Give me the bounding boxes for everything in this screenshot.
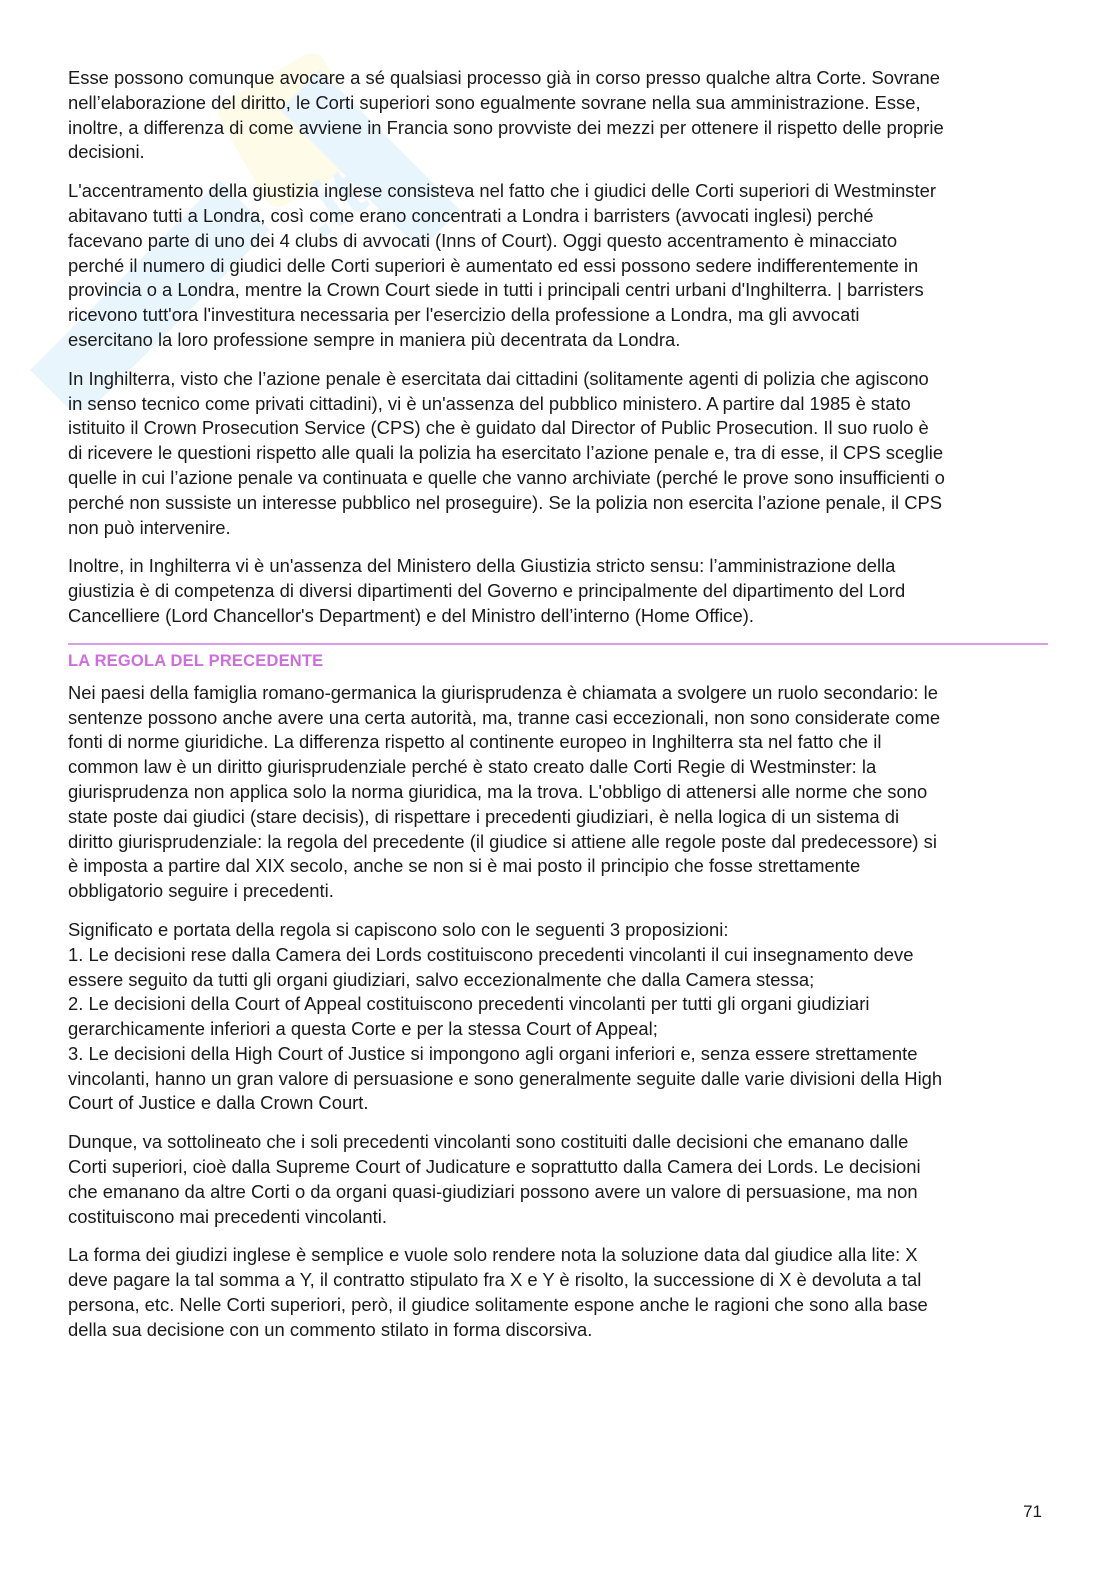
paragraph: L'accentramento della giustizia inglese consisteva nel fatto che i giudici delle Corti superiori di Westminster abitavano tutti a Londra, così come erano concentrati a Londra i barristers (avvocati inglesi) perché facevano parte di uno dei 4 clubs di avvocati (Inns of Court). Oggi questo accentramento è minacciato perché il numero di giudici delle Corti superiori è aumentato ed essi possono sedere indifferentemente in provincia o a Londra, mentre la Crown Court siede in tutti i principali centri urbani d'Inghilterra. | barristers ricevono tutt'ora l'investitura necessaria per l'esercizio della professione a Londra, ma gli avvocati esercitano la loro professione sempre in maniera più decentrata da Londra.: [68, 180, 936, 350]
paragraph: Nei paesi della famiglia romano-germanica la giurisprudenza è chiamata a svolgere un ruolo secondario: le sentenze possono anche avere una certa autorità, ma, tranne casi eccezionali, non sono considerate come fonti di norme giuridiche. La differenza rispetto al continente europeo in Inghilterra sta nel fatto che il common law è un diritto giurisprudenziale perché è stato creato dalle Corti Regie di Westminster: la giurisprudenza non applica solo la norma giuridica, ma la trova. L'obbligo di attenersi alle norme che sono state poste dai giudici (stare decisis), di rispettare i precedenti giudiziari, è nella logica di un sistema di diritto giurisprudenziale: la regola del precedente (il giudice si attiene alle regole poste dal predecessore) si è imposta a partire dal XIX secolo, anche se non si è mai posto il principio che fosse strettamente obbligatorio seguire i precedenti.: [68, 681, 941, 902]
paragraph: Significato e portata della regola si capiscono solo con le seguenti 3 proposizioni: 1. Le decisioni rese dalla Camera dei Lords costituiscono precedenti vincolanti il cui insegnamento deve essere seguito da tutti gli organi giudiziari, salvo eccezionalmente che dalla Camera stessa; 2. Le decisioni della Court of Appeal costituiscono precedenti vincolanti per tutti gli organi giudiziari gerarchicamente inferiori a questa Corte e per la stessa Court of Appeal; 3. Le decisioni della High Court of Justice si impongono agli organi inferiori e, senza essere strettamente vincolanti, hanno un gran valore di persuasione e sono generalmente seguite dalle varie divisioni della High Court of Justice e dalla Crown Court.: [68, 918, 943, 1114]
svg-text:.it: .it: [283, 152, 380, 253]
section-heading: LA REGOLA DEL PRECEDENTE: [68, 651, 324, 670]
document-body: [68, 66, 1048, 1357]
paragraph: Inoltre, in Inghilterra vi è un'assenza del Ministero della Giustizia stricto sensu: l’amministrazione della giustizia è di competenza di diversi dipartimenti del Governo e principalmente del dipartimento del Lord Cancelliere (Lord Chancellor's Department) e del Ministro dell’interno (Home Office).: [68, 555, 906, 626]
paragraph: In Inghilterra, visto che l’azione penale è esercitata dai cittadini (solitamente agenti di polizia che agiscono in senso tecnico come privati cittadini), vi è un'assenza del pubblico ministero. A partire dal 1985 è stato istituito il Crown Prosecution Service (CPS) che è guidato dal Director of Public Prosecution. Il suo ruolo è di ricevere le questioni rispetto alle quali la polizia ha esercitato l’azione penale e, tra di esse, il CPS sceglie quelle in cui l’azione penale va continuata e quelle che vanno archiviate (perché le prove sono insufficienti o perché non sussiste un interesse pubblico nel proseguire). Se la polizia non esercita l’azione penale, il CPS non può intervenire.: [68, 367, 945, 538]
paragraph: Dunque, va sottolineato che i soli precedenti vincolanti sono costituiti dalle decisioni che emanano dalle Corti superiori, cioè dalla Supreme Court of Judicature e soprattutto dalla Camera dei Lords. Le decisioni che emanano da altre Corti o da organi quasi-giudiziari possono avere un valore di persuasione, ma non costituiscono mai precedenti vincolanti.: [68, 1131, 921, 1227]
section-divider: [68, 643, 1048, 645]
paragraph: Esse possono comunque avocare a sé qualsiasi processo già in corso presso qualche altra Corte. Sovrane nell’elaborazione del diritto, le Corti superiori sono egualmente sovrane nella sua amministrazione. Esse, inoltre, a differenza di come avviene in Francia sono provviste dei mezzi per ottenere il rispetto delle proprie decisioni.: [68, 67, 944, 163]
page-number: 71: [1023, 1502, 1042, 1521]
paragraph: La forma dei giudizi inglese è semplice e vuole solo rendere nota la soluzione data dal giudice alla lite: X deve pagare la tal somma a Y, il contratto stipulato fra X e Y è risolto, la successione di X è devoluta a tal persona, etc. Nelle Corti superiori, però, il giudice solitamente espone anche le ragioni che sono alla base della sua decisione con un commento stilato in forma discorsiva.: [68, 1244, 928, 1340]
